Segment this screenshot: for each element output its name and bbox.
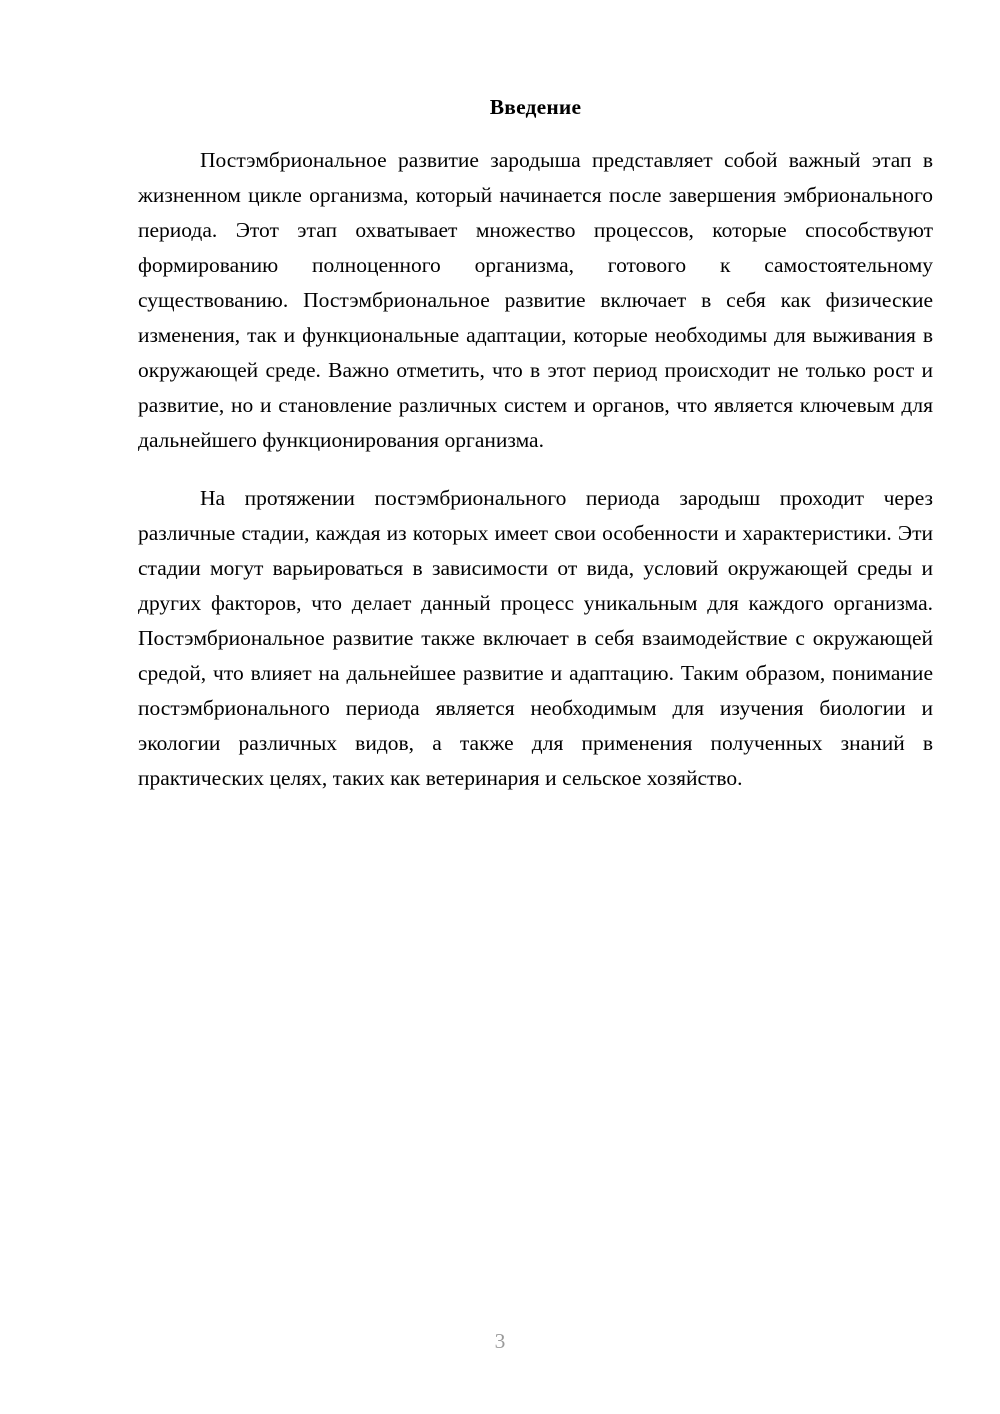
page-content-block bbox=[138, 0, 933, 796]
body-paragraph-2: На протяжении постэмбрионального периода зародыш проходит через различные стадии, каждая из которых имеет свои особенности и характеристики. Эти стадии могут варьироваться в зависимости от вида, условий окружающей среды и других факторов, что делает данный процесс уникальным для каждого организма. Постэмбриональное развитие также включает в себя взаимодействие с окружающей средой, что влияет на дальнейшее развитие и адаптацию. Таким образом, понимание постэмбрионального периода является необходимым для изучения биологии и экологии различных видов, а также для применения полученных знаний в практических целях, таких как ветеринария и сельское хозяйство. bbox=[138, 486, 933, 790]
page-number: 3 bbox=[494, 1329, 506, 1353]
page-title: Введение bbox=[489, 95, 582, 119]
body-paragraph-1: Постэмбриональное развитие зародыша представляет собой важный этап в жизненном цикле организма, который начинается после завершения эмбрионального периода. Этот этап охватывает множество процессов, которые способствуют формированию полноценного организма, готового к самостоятельному существованию. Постэмбриональное развитие включает в себя как физические изменения, так и функциональные адаптации, которые необходимы для выживания в окружающей среде. Важно отметить, что в этот период происходит не только рост и развитие, но и становление различных систем и органов, что является ключевым для дальнейшего функционирования организма. bbox=[138, 148, 933, 452]
